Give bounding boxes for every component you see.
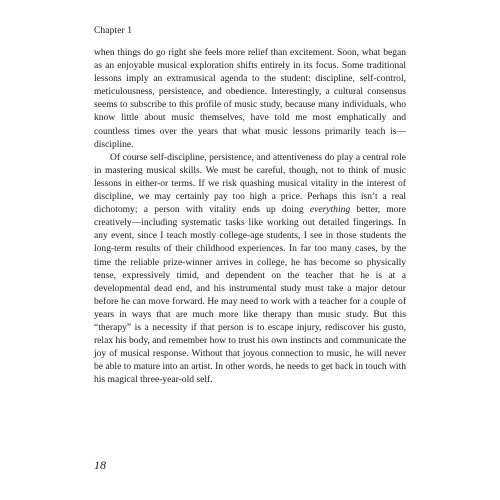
paragraph-2-part-2: better, more creatively—including systematic tasks like working out detailed fingerings. In any event, since I teach mostly college-age students, I see in those students the long-term results of their childhood experiences. In far too many cases, by the time the reliable prize-winner arrives in college, he has become so physically tense, expressively timid, and dependent on the teacher that he is at a developmental dead end, and his instrumental study must take a major detour before he can move forward. He may need to work with a teacher for a couple of years in ways that are much more like therapy than music study. But this “therapy” is a necessity if that person is to escape injury, rediscover his gusto, relax his body, and remember how to trust his own instincts and communicate the joy of musical response. Without that joyous connection to music, he will never be able to mature into an artist. In other words, he needs to get back in touch with his magical three-year-old self. (94, 204, 406, 386)
paragraph-2-part-1: Of course self-discipline, persistence, and attentiveness do play a central role in mastering musical skills. We must be careful, though, not to think of music lessons in either-or terms. If we risk quashing musical vitality in the interest of discipline, we may certainly pay too high a price. Perhaps this isn’t a real dichotomy; a person with vitality ends up doing (94, 151, 406, 216)
running-head: Chapter 1 (94, 26, 133, 36)
body-text (94, 46, 406, 386)
paragraph-2 (94, 151, 406, 387)
page-number: 18 (94, 458, 106, 472)
paragraph-1: when things do go right she feels more relief than excitement. Soon, what began as an enjoyable musical exploration shifts entirely in its focus. Some traditional lessons imply an extramusical agenda to the student: discipline, self-control, meticulousness, persistence, and obedience. Interestingly, a cultural consensus seems to subscribe to this profile of music study, because many individuals, who know little about music themselves, have told me most emphatically and countless times over the years that what music lessons primarily teach is—discipline. (94, 47, 406, 150)
paragraph-2-emphasis: everything (309, 204, 351, 216)
